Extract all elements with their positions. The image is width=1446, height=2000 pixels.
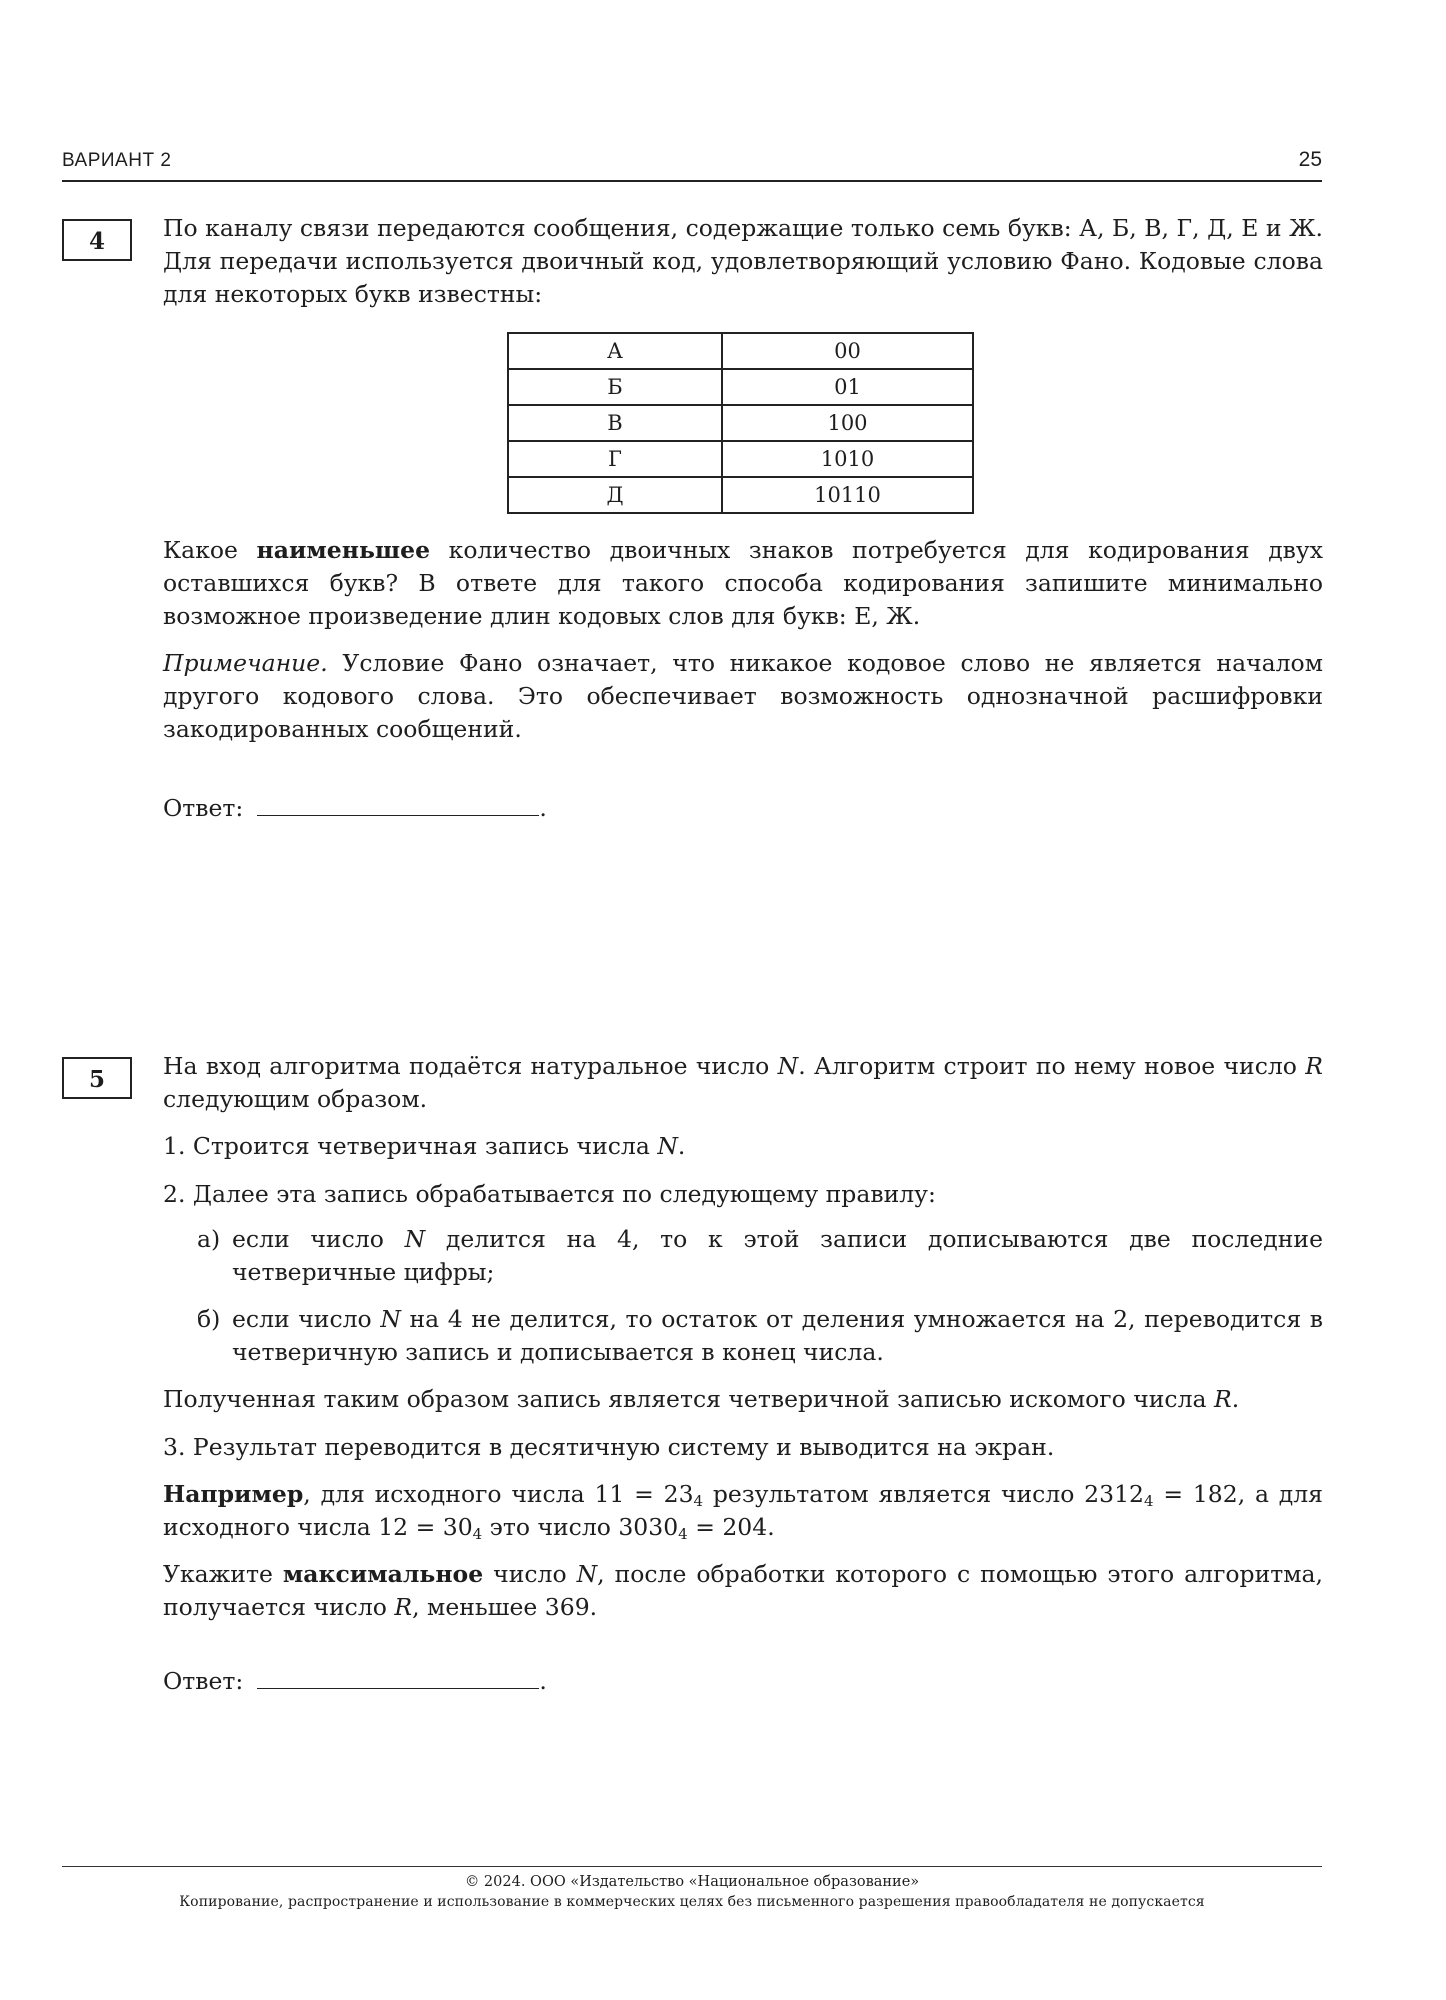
- text-run: если число: [232, 1305, 381, 1333]
- text-run: следующим образом.: [163, 1085, 428, 1113]
- table-cell-code: 01: [722, 369, 973, 405]
- table-row: [508, 333, 973, 369]
- text-run: это число 3030: [482, 1513, 679, 1541]
- task-5-sub-b: [232, 1303, 1323, 1369]
- text-run: Укажите: [163, 1560, 283, 1588]
- page-number: 25: [1298, 148, 1322, 171]
- task-5-number-box: 5: [62, 1057, 132, 1099]
- note-text: Условие Фано означает, что никакое кодовое слово не является началом другого кодового слова. Это обеспечивает возможность однозначной расшифровки закодированных сообщений.: [163, 649, 1323, 743]
- task-4-intro: По каналу связи передаются сообщения, содержащие только семь букв: А, Б, В, Г, Д, Е и Ж. Для передачи используется двоичный код, удовлетворяющий условию Фано. Кодовые слова для некоторых букв известны:: [163, 214, 1323, 308]
- task-5-result: [163, 1383, 1323, 1416]
- text-run: = 204.: [687, 1513, 775, 1541]
- table-cell-letter: А: [508, 333, 722, 369]
- emphasis-text: Например: [163, 1480, 304, 1508]
- table-row: [508, 405, 973, 441]
- var-n: N: [777, 1052, 799, 1080]
- answer-line[interactable]: [257, 1666, 539, 1689]
- text-run: результатом является число 2312: [703, 1480, 1144, 1508]
- text-run: количество двоичных знаков потребуется для кодирования двух оставшихся букв? В ответе для такого способа кодирования запишите минимально возможное произведение длин кодовых слов для букв: Е, Ж.: [163, 536, 1323, 630]
- answer-line[interactable]: [257, 793, 539, 816]
- var-r: R: [1305, 1052, 1323, 1080]
- var-r: R: [394, 1593, 413, 1621]
- base-subscript: 4: [1144, 1492, 1154, 1510]
- answer-label: Ответ:: [163, 1667, 244, 1695]
- table-cell-letter: Б: [508, 369, 722, 405]
- var-n: N: [380, 1305, 401, 1333]
- task-5-intro: [163, 1050, 1323, 1116]
- var-n: N: [404, 1225, 426, 1253]
- answer-period: .: [539, 794, 547, 822]
- text-run: .: [677, 1132, 686, 1160]
- task-5-sub-b-label: б): [197, 1305, 221, 1333]
- task-5-sub-a: [232, 1223, 1323, 1289]
- variant-label: ВАРИАНТ 2: [62, 150, 172, 171]
- task-4-answer: [163, 793, 547, 822]
- table-row: [508, 477, 973, 513]
- footer-notice: Копирование, распространение и использование в коммерческих целях без письменного разрешения правообладателя не допускается: [179, 1894, 1205, 1910]
- task-5-step-3: 3. Результат переводится в десятичную систему и выводится на экран.: [163, 1433, 1055, 1461]
- base-subscript: 4: [678, 1525, 688, 1543]
- text-run: , для исходного числа 11 = 23: [303, 1480, 694, 1508]
- note-label: Примечание.: [163, 649, 328, 677]
- text-run: число: [483, 1560, 577, 1588]
- task-4-note: [163, 647, 1323, 746]
- table-cell-code: 100: [722, 405, 973, 441]
- task-5-step-2: 2. Далее эта запись обрабатывается по следующему правилу:: [163, 1180, 936, 1208]
- text-run: , меньшее 369.: [412, 1593, 598, 1621]
- table-row: [508, 369, 973, 405]
- task-4-number-box: 4: [62, 219, 132, 261]
- base-subscript: 4: [693, 1492, 704, 1510]
- var-n: N: [576, 1560, 598, 1588]
- header-divider: [62, 180, 1322, 182]
- table-cell-letter: В: [508, 405, 722, 441]
- task-5-step-1: [163, 1130, 1323, 1163]
- text-run: .: [1231, 1385, 1240, 1413]
- task-5-example: [163, 1478, 1323, 1544]
- table-row: [508, 441, 973, 477]
- table-cell-letter: Д: [508, 477, 722, 513]
- text-run: = 182, а для исходного числа 12 = 30: [163, 1480, 1323, 1541]
- footer-divider: [62, 1866, 1322, 1867]
- table-cell-code: 10110: [722, 477, 973, 513]
- text-run: если число: [232, 1225, 405, 1253]
- text-run: На вход алгоритма подаётся натуральное число: [163, 1052, 778, 1080]
- task-4-code-table: [507, 332, 974, 514]
- text-run: . Алгоритм строит по нему новое число: [798, 1052, 1306, 1080]
- var-r: R: [1214, 1385, 1232, 1413]
- footer-copyright: © 2024. ООО «Издательство «Национальное образование»: [464, 1874, 920, 1890]
- text-run: Какое: [163, 536, 257, 564]
- text-run: , после обработки которого с помощью этого алгоритма, получается число: [163, 1560, 1323, 1621]
- answer-label: Ответ:: [163, 794, 244, 822]
- table-cell-letter: Г: [508, 441, 722, 477]
- var-n: N: [657, 1132, 678, 1160]
- emphasis-text: максимальное: [282, 1560, 484, 1588]
- table-cell-code: 1010: [722, 441, 973, 477]
- task-5-answer: [163, 1666, 547, 1695]
- text-run: делится на 4, то к этой записи дописываются две последние четверичные цифры;: [232, 1225, 1323, 1286]
- text-run: 1. Строится четверичная запись числа: [163, 1132, 658, 1160]
- answer-period: .: [539, 1667, 547, 1695]
- text-run: на 4 не делится, то остаток от деления умножается на 2, переводится в четверичную запись и дописывается в конец числа.: [232, 1305, 1323, 1366]
- text-run: Полученная таким образом запись является четверичной записью искомого числа: [163, 1385, 1214, 1413]
- task-5-question: [163, 1558, 1323, 1624]
- emphasis-text: наименьшее: [256, 536, 431, 564]
- base-subscript: 4: [472, 1525, 483, 1543]
- task-5-sub-a-label: а): [197, 1225, 221, 1253]
- table-cell-code: 00: [722, 333, 973, 369]
- task-4-question: [163, 534, 1323, 633]
